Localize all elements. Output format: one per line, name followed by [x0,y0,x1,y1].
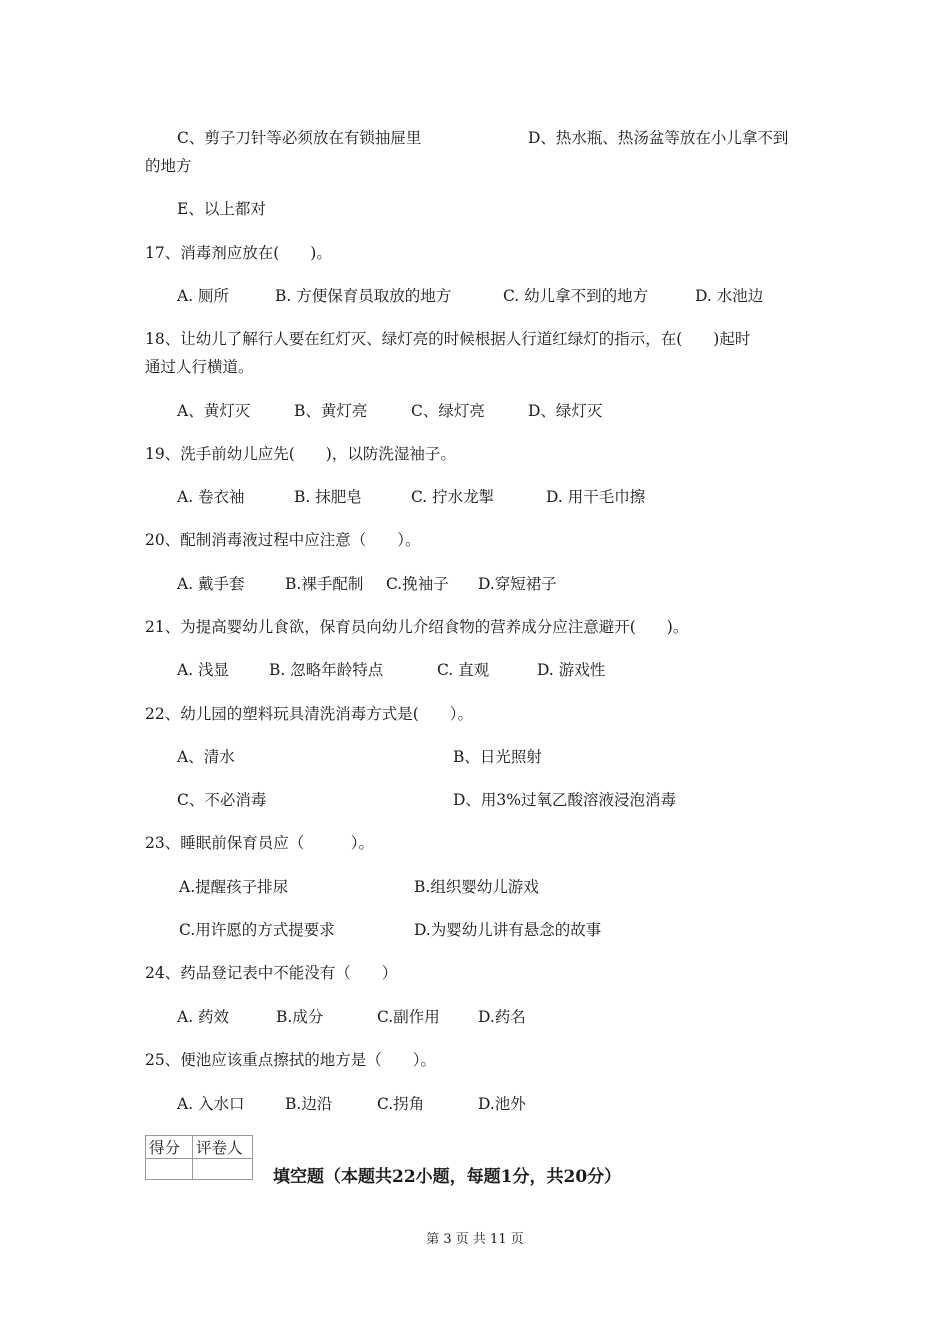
grader-label: 评卷人 [193,1136,253,1159]
q20-option-d: D.穿短裙子 [478,575,557,593]
q17-option-d: D. 水池边 [695,287,764,305]
q20-option-c: C.挽袖子 [386,575,449,593]
q22-option-c: C、不必消毒 [177,791,267,809]
q16-option-d: D、热水瓶、热汤盆等放在小儿拿不到 [528,129,789,147]
q19-option-d: D. 用干毛巾擦 [546,488,646,506]
q17-option-b: B. 方便保育员取放的地方 [275,287,452,305]
score-box [145,1135,253,1180]
page-footer: 第 3 页 共 11 页 [426,1232,524,1247]
q16-option-d-wrap: 的地方 [145,157,192,175]
q17-option-c: C. 幼儿拿不到的地方 [503,287,649,305]
score-cell [146,1159,193,1180]
q24-option-a: A. 药效 [177,1008,230,1026]
q23-option-a: A.提醒孩子排尿 [179,878,289,896]
q23-option-c: C.用许愿的方式提要求 [179,921,335,939]
q18-option-a: A、黄灯灭 [177,402,251,420]
q19-option-a: A. 卷衣袖 [177,488,245,506]
q19-option-c: C. 拧水龙掣 [411,488,495,506]
q25-option-d: D.池外 [478,1095,526,1113]
q18-option-d: D、绿灯灭 [528,402,603,420]
q25-option-c: C.拐角 [377,1095,425,1113]
q16-option-e: E、以上都对 [177,200,266,218]
q17-stem: 17、消毒剂应放在( )。 [145,244,332,262]
grader-cell [193,1159,253,1180]
q24-option-d: D.药名 [478,1008,526,1026]
q17-option-a: A. 厕所 [177,287,230,305]
q21-option-a: A. 浅显 [177,661,230,679]
q21-option-b: B. 忽略年龄特点 [269,661,384,679]
q25-stem: 25、便池应该重点擦拭的地方是（ ）。 [145,1051,436,1069]
q21-option-d: D. 游戏性 [537,661,606,679]
q20-option-a: A. 戴手套 [177,575,245,593]
q18-stem-line2: 通过人行横道。 [145,358,254,376]
q21-option-c: C. 直观 [437,661,490,679]
q22-option-b: B、日光照射 [453,748,542,766]
q18-option-b: B、黄灯亮 [294,402,368,420]
q22-option-d: D、用3%过氧乙酸溶液浸泡消毒 [453,791,677,809]
q22-option-a: A、清水 [177,748,235,766]
q24-stem: 24、药品登记表中不能没有（ ） [145,964,398,982]
q19-stem: 19、洗手前幼儿应先( )，以防洗湿袖子。 [145,445,456,463]
q24-option-b: B.成分 [276,1008,324,1026]
q25-option-a: A. 入水口 [177,1095,245,1113]
q21-stem: 21、为提高婴幼儿食欲，保育员向幼儿介绍食物的营养成分应注意避开( )。 [145,618,689,636]
q18-option-c: C、绿灯亮 [411,402,485,420]
q19-option-b: B. 抹肥皂 [294,488,362,506]
q20-option-b: B.裸手配制 [285,575,364,593]
q23-option-b: B.组织婴幼儿游戏 [414,878,539,896]
q24-option-c: C.副作用 [377,1008,440,1026]
q16-option-c: C、剪子刀针等必须放在有锁抽屉里 [177,129,422,147]
q20-stem: 20、配制消毒液过程中应注意（ ）。 [145,531,421,549]
section-title: 填空题（本题共22小题，每题1分，共20分） [273,1167,622,1187]
q23-stem: 23、睡眠前保育员应（ ）。 [145,834,374,852]
score-label: 得分 [146,1136,193,1159]
q23-option-d: D.为婴幼儿讲有悬念的故事 [414,921,602,939]
q22-stem: 22、幼儿园的塑料玩具清洗消毒方式是( ）。 [145,705,474,723]
q18-stem-line1: 18、让幼儿了解行人要在红灯灭、绿灯亮的时候根据人行道红绿灯的指示，在( )起时 [145,330,751,348]
q25-option-b: B.边沿 [285,1095,333,1113]
